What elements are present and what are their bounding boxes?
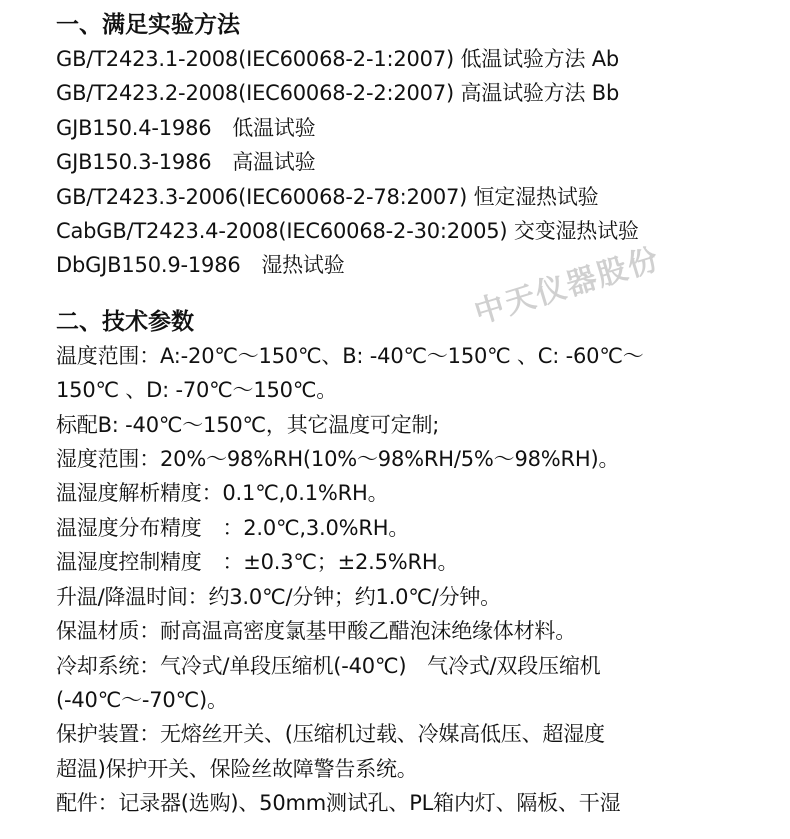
test-method-line: GB/T2423.1-2008(IEC60068-2-1:2007) 低温试验方法 Ab: [56, 47, 620, 71]
tech-param-line: 温度范围：A:-20℃～150℃、B: -40℃～150℃ 、C: -60℃～: [56, 343, 644, 368]
section-heading-tech-params: 二、技术参数: [56, 308, 194, 335]
tech-param-line: 150℃ 、D: -70℃～150℃。: [56, 378, 338, 403]
tech-params-list: [56, 339, 756, 821]
tech-param-line: 升温/降温时间：约3.0℃/分钟；约1.0℃/分钟。: [56, 584, 501, 609]
tech-param-line: 湿度范围：20%～98%RH(10%～98%RH/5%～98%RH)。: [56, 447, 620, 472]
test-method-line: GJB150.3-1986 高温试验: [56, 150, 316, 175]
test-method-line: CabGB/T2423.4-2008(IEC60068-2-30:2005) 交变湿热试验: [56, 219, 639, 244]
tech-param-line: 温湿度分布精度 ：2.0℃,3.0%RH。: [56, 515, 410, 540]
tech-param-line: (-40℃～-70℃)。: [56, 687, 228, 712]
tech-param-line: 标配B: -40℃～150℃，其它温度可定制;: [56, 412, 440, 437]
tech-param-line: 保温材质：耐高温高密度氯基甲酸乙醋泡沫绝缘体材料。: [56, 619, 576, 644]
test-method-line: GB/T2423.2-2008(IEC60068-2-2:2007) 高温试验方法 Bb: [56, 81, 620, 106]
section-spacer: [56, 283, 756, 305]
tech-param-line: 配件：记录器(选购)、50mm测试孔、PL箱内灯、隔板、干湿: [56, 791, 621, 816]
document-body: [56, 8, 756, 821]
test-method-line: GB/T2423.3-2006(IEC60068-2-78:2007) 恒定湿热试验: [56, 184, 599, 209]
section-heading-test-methods: 一、满足实验方法: [56, 12, 240, 38]
tech-param-line: 冷却系统：气冷式/单段压缩机(-40℃) 气冷式/双段压缩机: [56, 653, 601, 678]
watermark: 中天仪器股份: [470, 241, 665, 332]
tech-param-line: 超温)保护开关、保险丝故障警告系统。: [56, 756, 418, 781]
tech-param-line: 温湿度控制精度 ：±0.3℃；±2.5%RH。: [56, 550, 459, 575]
tech-param-line: 温湿度解析精度：0.1℃,0.1%RH。: [56, 481, 389, 506]
tech-param-line: 保护装置：无熔丝开关、(压缩机过载、冷媒高低压、超湿度: [56, 722, 605, 747]
test-method-line: GJB150.4-1986 低温试验: [56, 115, 316, 140]
test-method-line: DbGJB150.9-1986 湿热试验: [56, 253, 345, 278]
